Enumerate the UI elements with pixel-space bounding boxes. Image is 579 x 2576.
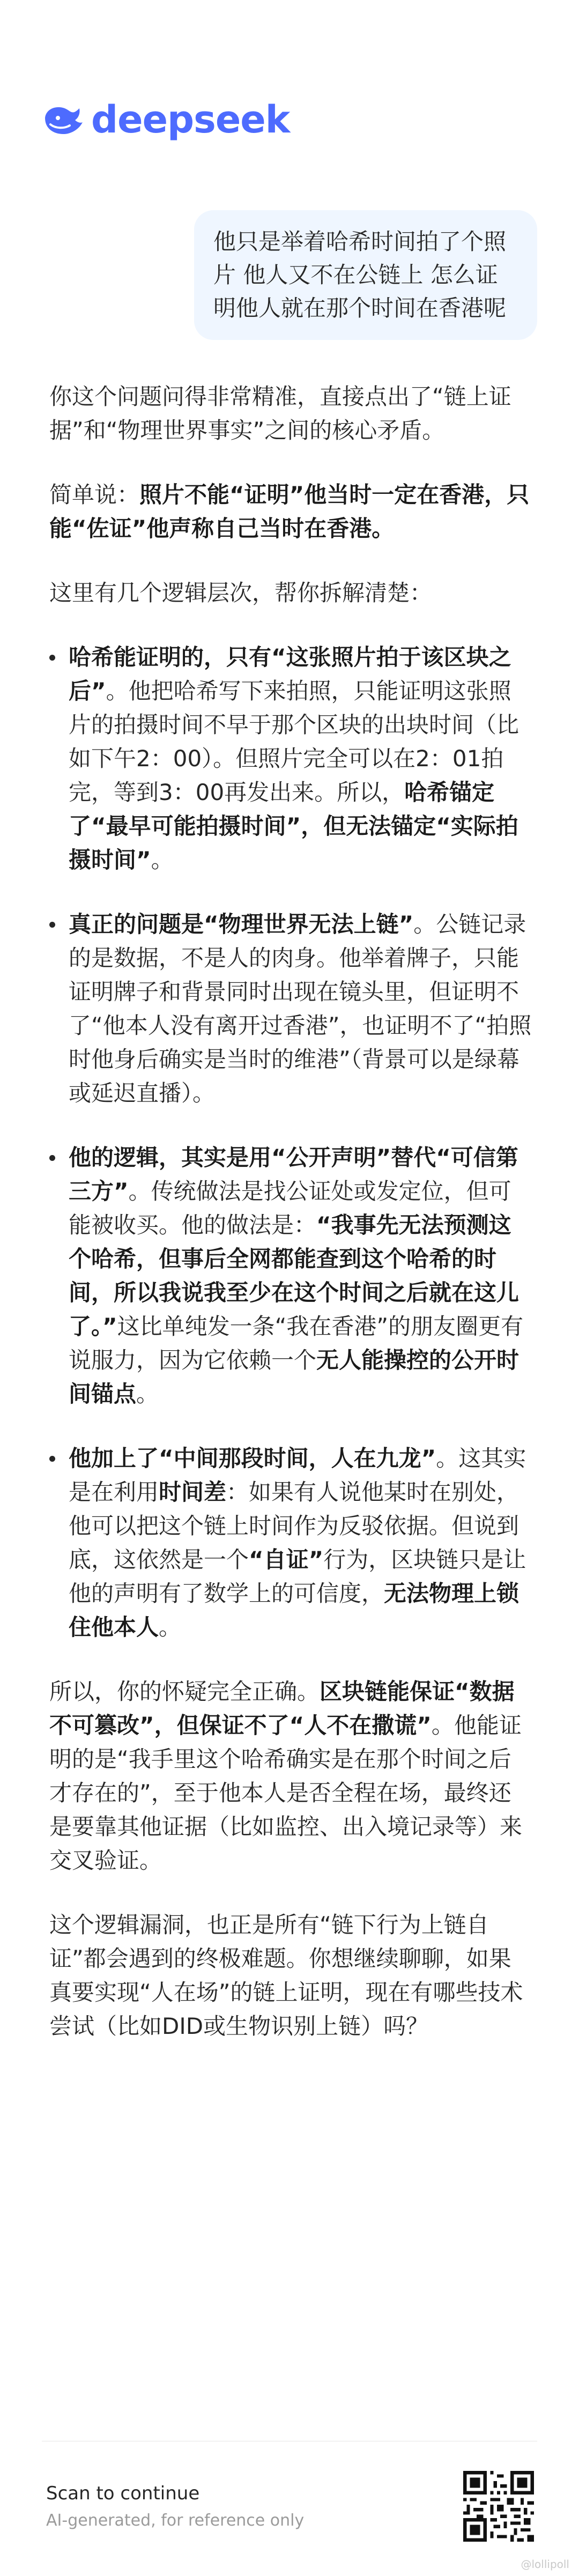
brand-name: deepseek [91, 98, 290, 142]
user-message-bubble: 他只是举着哈希时间拍了个照片 他人又不在公链上 怎么证明他人就在那个时间在香港呢 [194, 210, 537, 340]
answer-intro: 你这个问题问得非常精准，直接点出了“链上证据”和“物理世界事实”之间的核心矛盾。 [49, 383, 511, 443]
ai-generated-note: AI-generated, for reference only [46, 2511, 305, 2530]
answer-conclusion: 所以，你的怀疑完全正确。区块链能保证“数据不可篡改”，但保证不了“人不在撒谎”。他能证明的是“我手里这个哈希确实是在那个时间之后才存在的”，至于他本人是否全程在场，最终还是要靠其他证据（比如监控、出入境记录等）来交叉验证。 [49, 1678, 523, 1874]
answer-bullet-list [49, 640, 532, 1644]
whale-icon [42, 102, 84, 137]
watermark: @lollipoll [521, 2558, 569, 2571]
scan-to-continue-label: Scan to continue [46, 2483, 200, 2504]
list-item: 真正的问题是“物理世界无法上链”。公链记录的是数据，不是人的肉身。他举着牌子，只能证明牌子和背景同时出现在镜头里，但证明不了“他本人没有离开过香港”，也证明不了“拍照时他身后确实是当时的维港”（背景可以是绿幕或延迟直播）。 [49, 907, 532, 1110]
list-item: 他加上了“中间那段时间，人在九龙”。这其实是在利用时间差：如果有人说他某时在别处，他可以把这个链上时间作为反驳依据。但说到底，这依然是一个“自证”行为，区块链只是让他的声明有了数学上的可信度，无法物理上锁住他本人。 [49, 1441, 532, 1644]
brand-header [42, 98, 290, 142]
qr-code-icon[interactable] [463, 2471, 534, 2542]
answer-levels-intro: 这里有几个逻辑层次，帮你拆解清楚： [49, 580, 433, 606]
answer-summary: 简单说：照片不能“证明”他当时一定在香港，只能“佐证”他声称自己当时在香港。 [49, 482, 530, 542]
answer-closing: 这个逻辑漏洞，也正是所有“链下行为上链自证”都会遇到的终极难题。你想继续聊聊，如果真要实现“人在场”的链上证明，现在有哪些技术尝试（比如DID或生物识别上链）吗？ [49, 1912, 523, 2039]
list-item: 哈希能证明的，只有“这张照片拍于该区块之后”。他把哈希写下来拍照，只能证明这张照片的拍摄时间不早于那个区块的出块时间（比如下午2：00）。但照片完全可以在2：01拍完，等到3：00再发出来。所以，哈希锚定了“最早可能拍摄时间”，但无法锚定“实际拍摄时间”。 [49, 640, 532, 877]
assistant-answer [49, 380, 532, 2074]
list-item: 他的逻辑，其实是用“公开声明”替代“可信第三方”。传统做法是找公证处或发定位，但可能被收买。他的做法是：“我事先无法预测这个哈希，但事后全网都能查到这个哈希的时间，所以我说我至少在这个时间之后就在这儿了。”这比单纯发一条“我在香港”的朋友圈更有说服力，因为它依赖一个无人能操控的公开时间锚点。 [49, 1141, 532, 1411]
